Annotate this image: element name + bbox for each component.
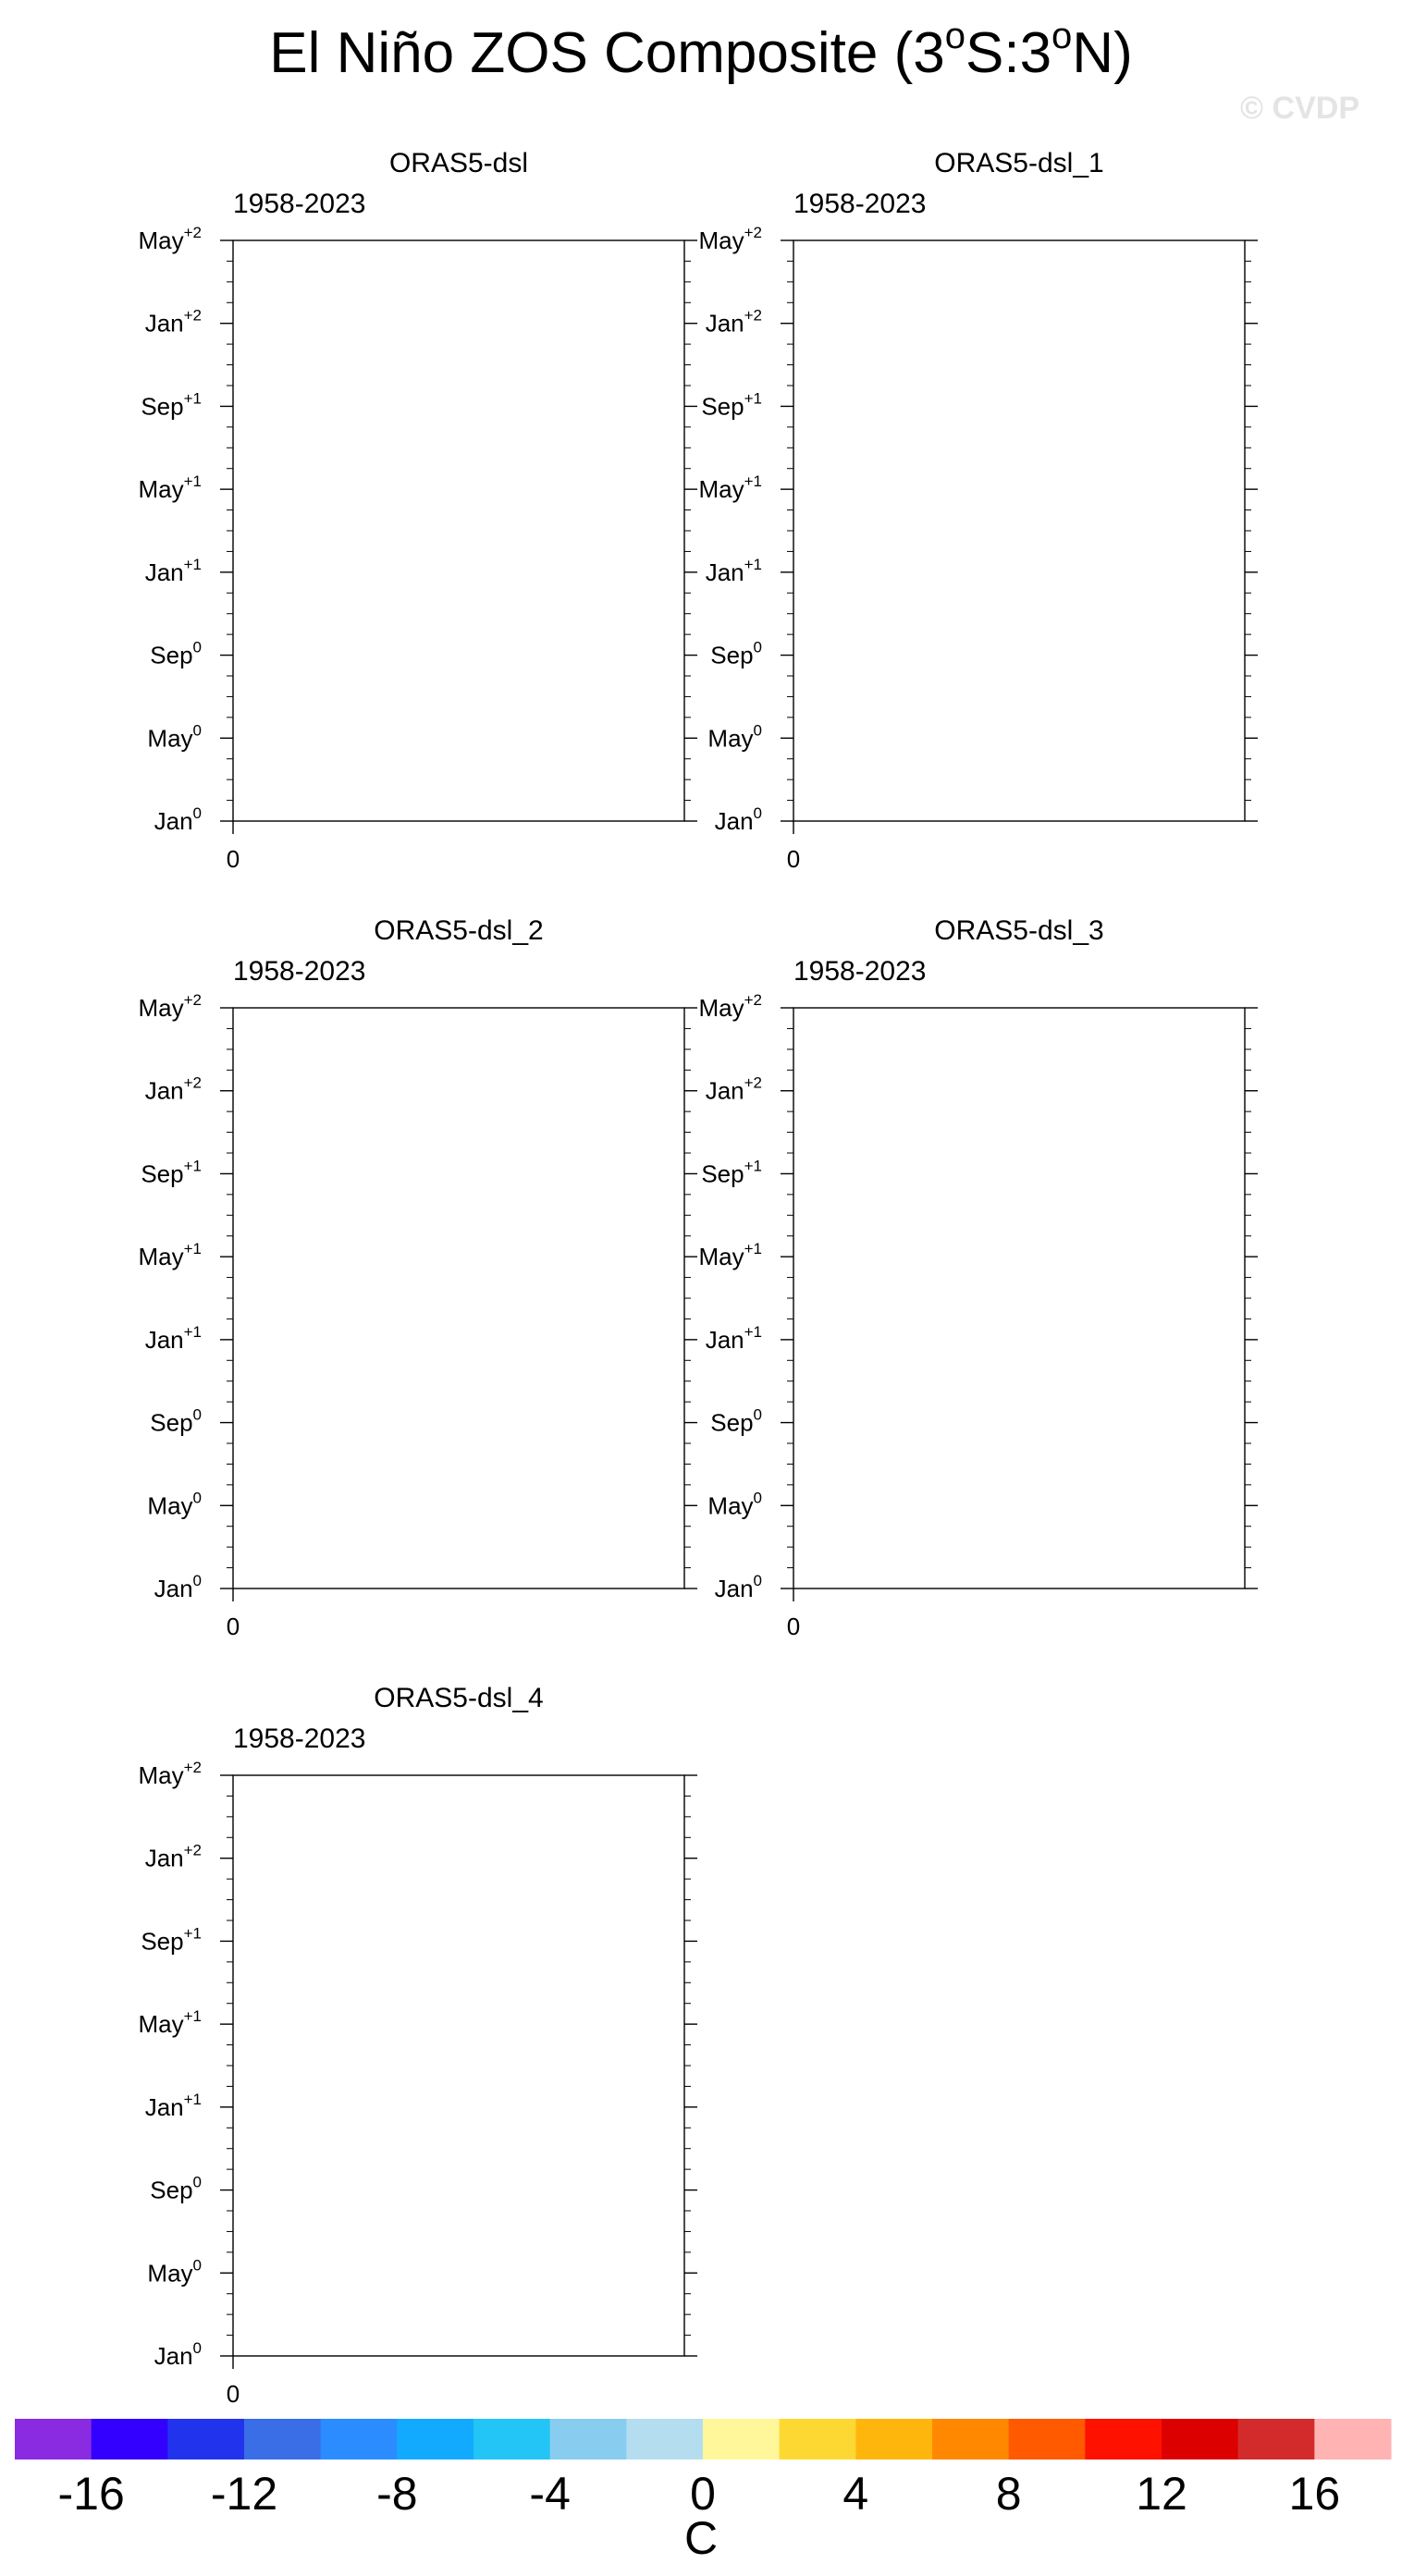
colorbar-swatch (1009, 2419, 1086, 2459)
y-tick-label: May$^{+1}$ (138, 472, 202, 504)
y-tick-label: Sep$^{+1}$ (141, 1157, 202, 1188)
colorbar-tick-label: -8 (376, 2468, 418, 2520)
colorbar-swatch (550, 2419, 627, 2459)
y-tick-label: Sep$^0$ (150, 2173, 202, 2204)
colorbar-swatch (1314, 2419, 1391, 2459)
watermark: © CVDP (1240, 91, 1359, 126)
y-tick-label: May$^{+1}$ (138, 1240, 202, 1271)
y-tick-label: Jan$^{+1}$ (705, 555, 762, 586)
y-tick-label: Jan$^{+1}$ (144, 555, 202, 586)
plot-frame (233, 1775, 684, 2356)
colorbar-swatch (321, 2419, 398, 2459)
y-tick-label: May$^0$ (707, 721, 762, 753)
colorbar-swatch (1162, 2419, 1238, 2459)
y-tick-label: Sep$^{+1}$ (701, 1157, 762, 1188)
colorbar-tick-label: 8 (995, 2468, 1022, 2520)
panel-subtitle: 1958-2023 (233, 956, 366, 987)
colorbar-swatch (92, 2419, 168, 2459)
panel-subtitle: 1958-2023 (233, 1723, 366, 1754)
panel-subtitle: 1958-2023 (793, 189, 927, 219)
panel-2 (698, 148, 1258, 873)
y-tick-label: Jan$^{+2}$ (705, 306, 762, 337)
colorbar-swatch (932, 2419, 1009, 2459)
y-tick-label: May$^{+1}$ (138, 2007, 202, 2039)
y-tick-label: Sep$^0$ (150, 1405, 202, 1437)
y-tick-label: May$^{+2}$ (698, 224, 762, 254)
colorbar-swatch (473, 2419, 550, 2459)
panel-1 (138, 148, 697, 873)
x-tick-label: 0 (226, 1613, 240, 1640)
y-tick-label: May$^{+2}$ (138, 1759, 202, 1789)
panel-title: ORAS5-dsl (388, 148, 529, 178)
colorbar-swatch (855, 2419, 932, 2459)
y-tick-label: Sep$^0$ (150, 638, 202, 669)
y-tick-label: May$^0$ (147, 2256, 202, 2288)
x-tick-label: 0 (226, 845, 240, 873)
colorbar-tick-label: 4 (842, 2468, 869, 2520)
y-tick-label: Jan$^{+1}$ (144, 1322, 202, 1354)
y-tick-label: Jan$^{+1}$ (705, 1322, 762, 1354)
colorbar-tick-label: -16 (57, 2468, 125, 2520)
panel-4 (698, 915, 1258, 1640)
colorbar-tick-label: -12 (210, 2468, 278, 2520)
y-tick-label: Sep$^{+1}$ (141, 389, 202, 421)
plot-frame (233, 240, 684, 821)
y-tick-label: May$^{+1}$ (698, 1240, 762, 1271)
y-tick-label: Jan$^0$ (154, 2339, 202, 2370)
panel-title: ORAS5-dsl_3 (934, 915, 1104, 946)
colorbar-swatch (626, 2419, 703, 2459)
colorbar (15, 2419, 1392, 2564)
panel-3 (138, 915, 697, 1640)
y-tick-label: Jan$^{+2}$ (144, 1841, 202, 1872)
y-tick-label: Jan$^{+2}$ (144, 306, 202, 337)
colorbar-swatch (167, 2419, 244, 2459)
y-tick-label: Jan$^{+2}$ (144, 1073, 202, 1105)
colorbar-swatch (15, 2419, 92, 2459)
y-tick-label: Jan$^0$ (714, 804, 762, 835)
colorbar-swatch (244, 2419, 321, 2459)
panel-subtitle: 1958-2023 (793, 956, 927, 987)
y-tick-label: May$^0$ (147, 1489, 202, 1520)
y-tick-label: May$^{+1}$ (698, 472, 762, 504)
panels-group (138, 148, 1258, 2408)
plot-frame (793, 240, 1245, 821)
y-tick-label: May$^0$ (147, 721, 202, 753)
panel-subtitle: 1958-2023 (233, 189, 366, 219)
colorbar-tick-label: 16 (1288, 2468, 1341, 2520)
panel-title: ORAS5-dsl_4 (374, 1683, 544, 1713)
panel-title: ORAS5-dsl_2 (374, 915, 544, 946)
panel-title: ORAS5-dsl_1 (934, 148, 1104, 178)
y-tick-label: May$^0$ (707, 1489, 762, 1520)
colorbar-unit-label: C (683, 2512, 719, 2564)
y-tick-label: Sep$^0$ (710, 1405, 762, 1437)
colorbar-swatch (1085, 2419, 1162, 2459)
x-tick-label: 0 (786, 845, 801, 873)
y-tick-label: Jan$^{+1}$ (144, 2090, 202, 2121)
y-tick-label: Sep$^{+1}$ (141, 1924, 202, 1956)
colorbar-swatch (780, 2419, 856, 2459)
plot-frame (233, 1008, 684, 1589)
y-tick-label: Sep$^0$ (710, 638, 762, 669)
plot-frame (793, 1008, 1245, 1589)
colorbar-tick-label: -4 (529, 2468, 571, 2520)
colorbar-swatch (1238, 2419, 1315, 2459)
x-tick-label: 0 (786, 1613, 801, 1640)
colorbar-swatch (397, 2419, 473, 2459)
y-tick-label: Jan$^0$ (154, 1572, 202, 1602)
y-tick-label: Jan$^0$ (714, 1572, 762, 1602)
y-tick-label: Jan$^0$ (154, 804, 202, 835)
colorbar-tick-label: 0 (690, 2468, 716, 2520)
panel-5 (138, 1683, 697, 2408)
colorbar-swatch (703, 2419, 780, 2459)
y-tick-label: May$^{+2}$ (698, 991, 762, 1022)
y-tick-label: Sep$^{+1}$ (701, 389, 762, 421)
y-tick-label: Jan$^{+2}$ (705, 1073, 762, 1105)
y-tick-label: May$^{+2}$ (138, 224, 202, 254)
figure-title: El Niño ZOS Composite (3$^o$S:3$^o$N) (269, 16, 1133, 85)
y-tick-label: May$^{+2}$ (138, 991, 202, 1022)
colorbar-tick-label: 12 (1136, 2468, 1187, 2520)
x-tick-label: 0 (226, 2380, 240, 2408)
